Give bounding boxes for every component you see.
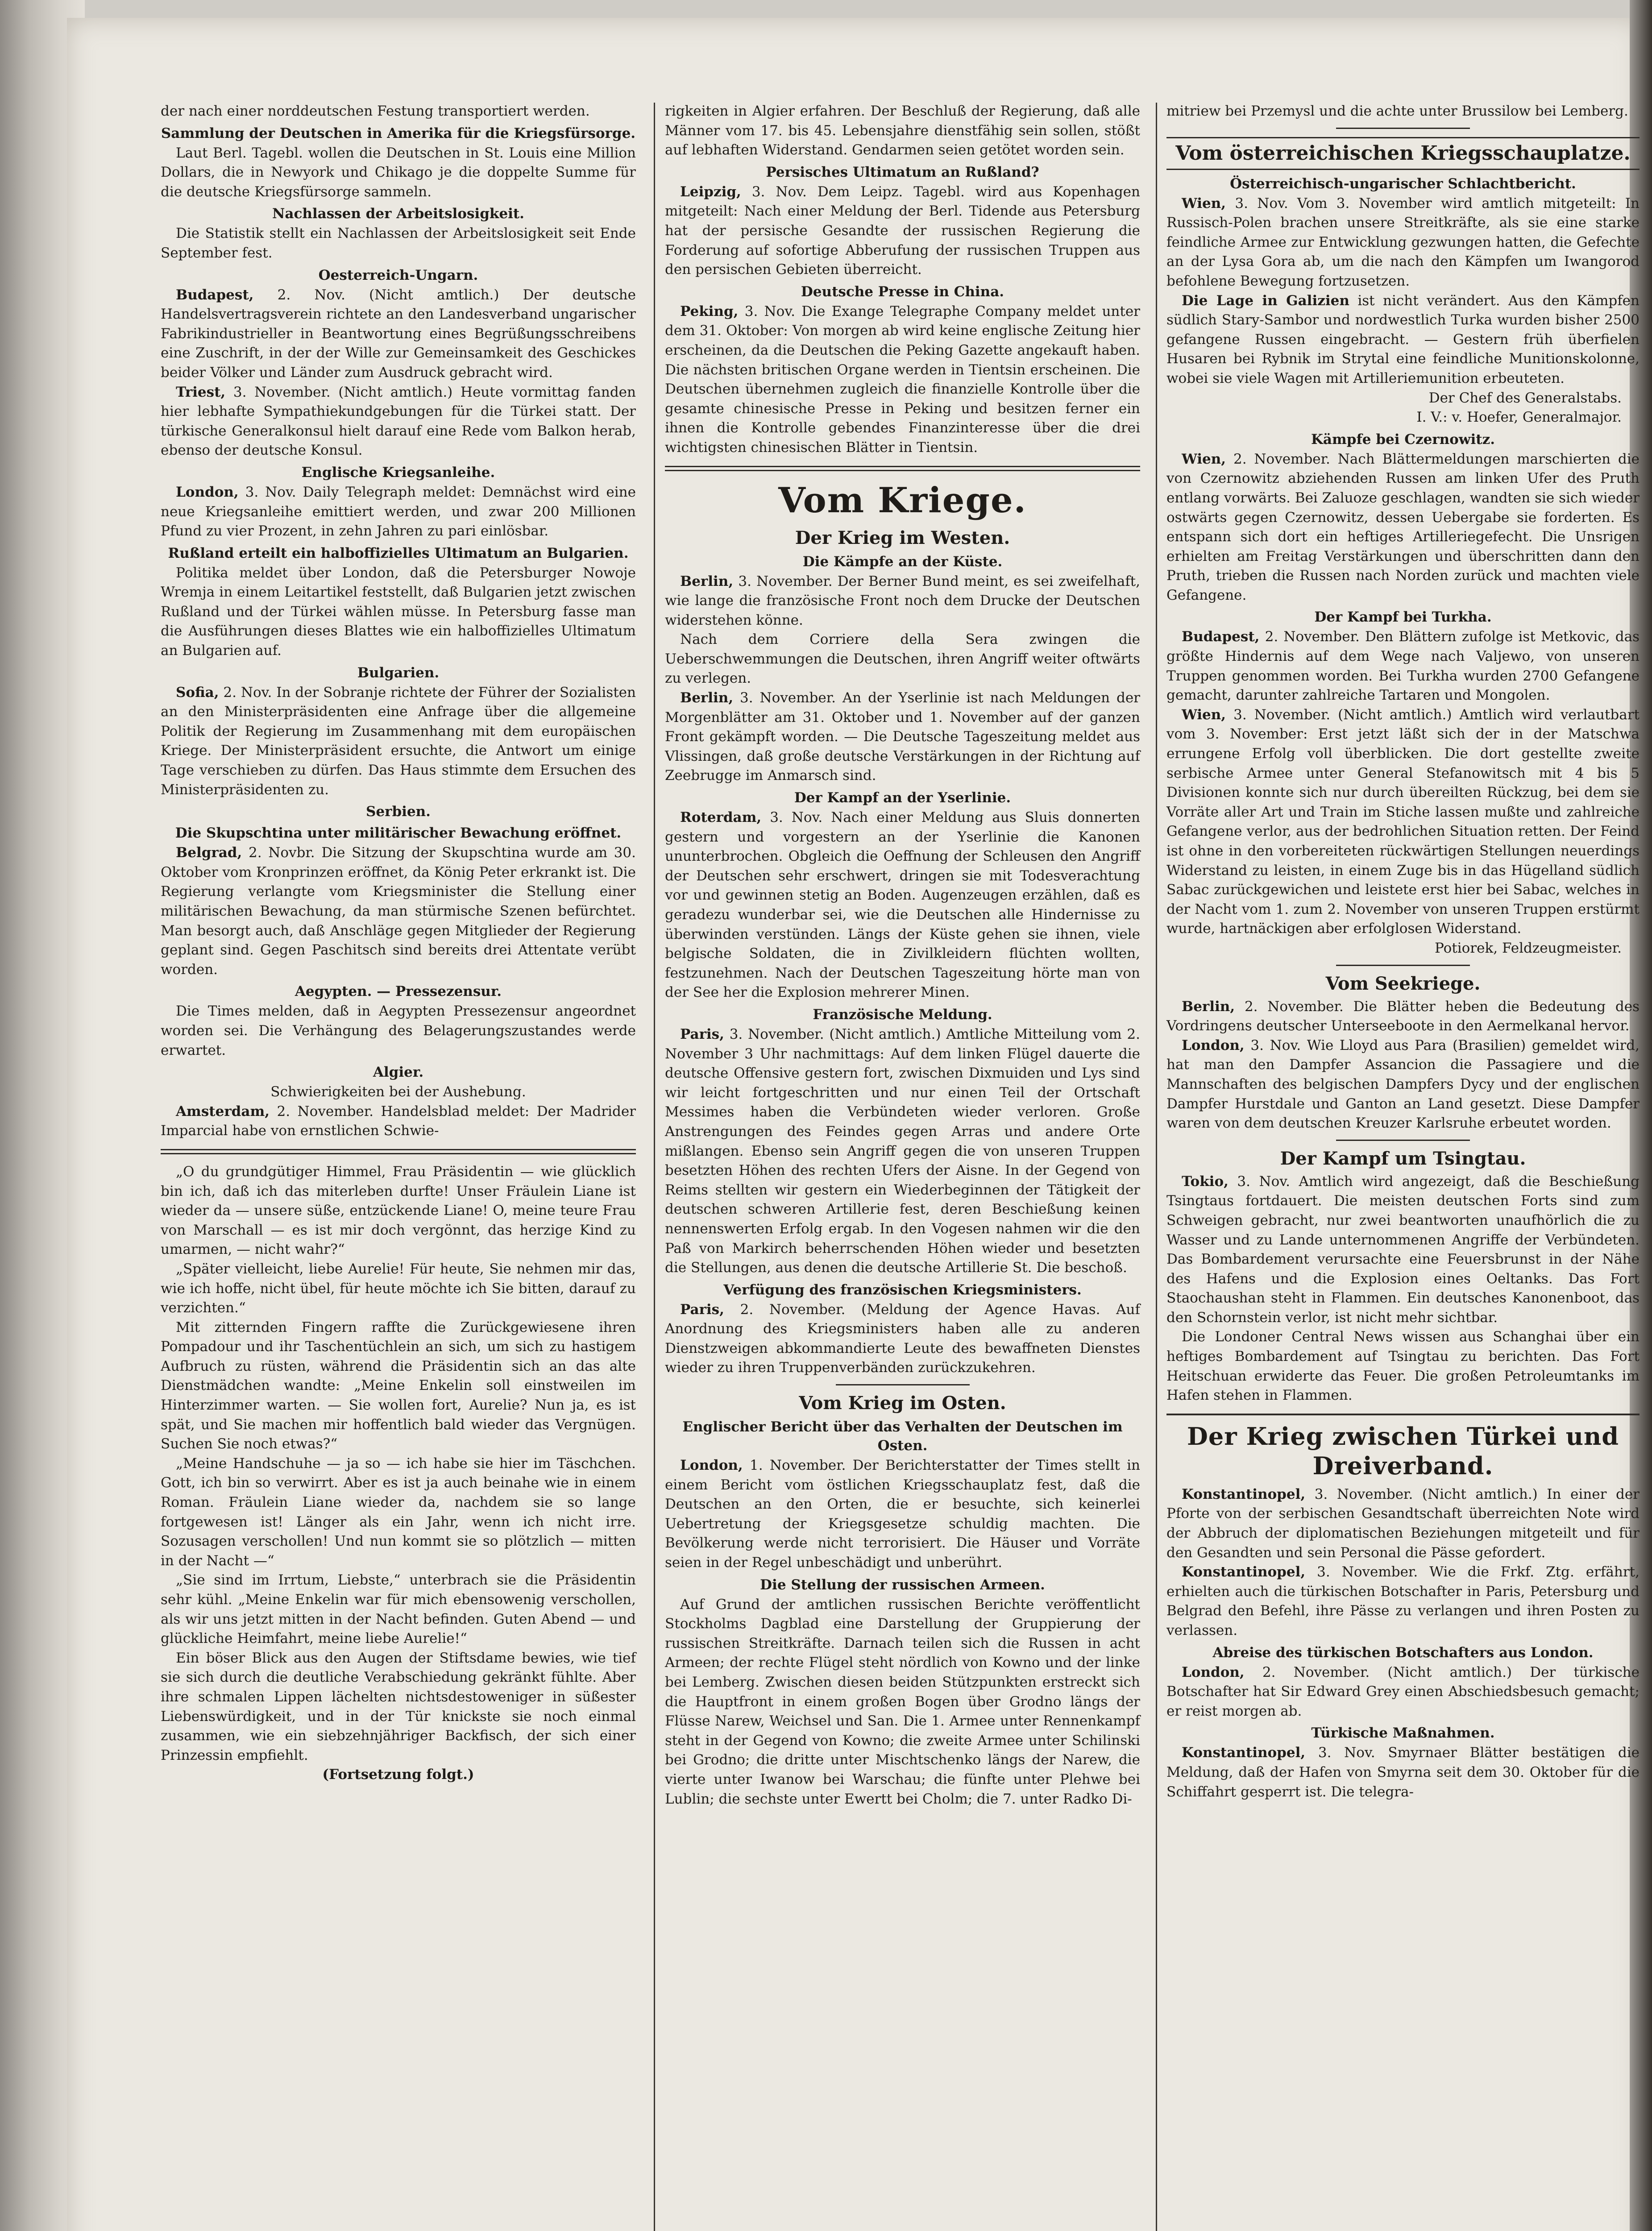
column-rule — [1156, 103, 1157, 2231]
continuation-note: (Fortsetzung folgt.) — [322, 1767, 474, 1783]
section-heading: Der Krieg zwischen Türkei und Dreiverband. — [1166, 1414, 1640, 1480]
signature: Der Chef des Generalstabs. — [1428, 390, 1622, 406]
dateline: Budapest, — [176, 286, 254, 303]
dateline: London, — [1182, 1037, 1245, 1053]
dateline: London, — [1182, 1664, 1245, 1680]
dateline: Peking, — [680, 303, 739, 319]
dateline: Wien, — [1182, 451, 1226, 467]
headline: Österreichisch-ungarischer Schlachtbericht. — [1230, 175, 1576, 192]
divider — [1336, 1140, 1470, 1141]
divider — [1336, 965, 1470, 966]
article-text: rigkeiten in Algier erfahren. Der Beschluß der Regierung, daß alle Männer vom 17. bis 45. Lebensjahre dienstfähig sein sollen, stößt auf lebhaften Widerstand. Gendarmen seien getötet worden sein. — [665, 103, 1140, 158]
article-text: Die Statistik stellt ein Nachlassen der Arbeitslosigkeit seit Ende September fest. — [161, 225, 636, 261]
article-text: Peking, 3. Nov. Die Exange Telegraphe Company meldet unter dem 31. Oktober: Von morgen ab wird keine englische Zeitung hier erscheinen, da die Deutschen die Peking Gazette angekauft haben. Die nächsten britischen Organe werden in Tientsin erscheinen. Die Deutschen übernehmen zugleich die finanzielle Kontrolle über die gesamte chinesische Presse in Peking und besitzen ferner ein ihnen die Kontrolle gebendes Finanzinteresse über die drei wichtigsten chinesischen Blätter in Tientsin. — [665, 303, 1140, 456]
dateline: Die Lage in Galizien — [1182, 292, 1349, 309]
article-text: Wien, 3. November. (Nicht amtlich.) Amtlich wird verlautbart vom 3. November: Erst jetzt läßt sich der in der Matschwa errungene Erfolg voll überblicken. Die dort gestellte zweite serbische Armee unter General Stefanowitsch mit 4 bis 5 Divisionen konnte sich nur durch übereilten Rückzug, bei dem sie Vorräte aller Art und Train im Stiche lassen mußte und zahlreiche Gefangene verlor, aus der bedrohlichen Situation retten. Der Feind ist ohne in den vorbereiteten rückwärtigen Stellungen neuerdings Widerstand zu leisten, in einem Zuge bis in das Hügelland südlich Sabac zurückgewichen und leistete erst hier bei Sabac, welches in der Nacht vom 1. zum 2. November von unseren Truppen erstürmt wurde, hartnäckigen aber erfolglosen Widerstand. — [1166, 706, 1640, 937]
dateline: Belgrad, — [176, 845, 242, 861]
article-text: Konstantinopel, 3. Nov. Smyrnaer Blätter bestätigen die Meldung, daß der Hafen von Smyrna seit dem 30. Oktober für die Schiffahrt gesperrt ist. Die telegra- — [1166, 1745, 1640, 1800]
dateline: Konstantinopel, — [1182, 1745, 1306, 1761]
dateline: Budapest, — [1182, 629, 1260, 645]
headline: Bulgarien. — [357, 664, 440, 681]
feuilleton-text: Ein böser Blick aus den Augen der Stiftsdame bewies, wie tief sie sich durch die deutliche Verabschiedung gekränkt fühlte. Aber ihre schmalen Lippen lächelten nichtsdestoweniger in süßester Liebenswürdigkeit, und in der Tür knickste sie noch einmal zusammen, wie ein siebzehnjähriger Backfisch, der sich einer Prinzessin empfiehlt. — [161, 1650, 636, 1763]
article-text: Laut Berl. Tagebl. wollen die Deutschen in St. Louis eine Million Dollars, die in Newyork und Chikago je die doppelte Summe für die deutsche Kriegsfürsorge sammeln. — [161, 145, 636, 200]
article-text: Paris, 3. November. (Nicht amtlich.) Amtliche Mitteilung vom 2. November 3 Uhr nachmittags: Auf dem linken Flügel dauerte die deutsche Offensive gestern fort, zwischen Dixmuiden und Lys sind wir leicht fortgeschritten und nur einen Teil der Ortschaft Messimes haben die Verbündeten wieder verloren. Große Anstrengungen des Feindes gegen Arras und andere Orte mißlangen. Ebenso sein Angriff gegen die von unseren Truppen besetzten Höhen des rechten Ufers der Aisne. In der Gegend von Reims stellten wir gestern ein Wiederbeginnen der Tätigkeit der deutschen schweren Artillerie fest, deren Beschießung keinen nennenswerten Erfolg ergab. In den Vogesen nahmen wir die den Paß von Markirch beherrschenden Höhen wieder und besetzten die Stellungen, aus denen die deutsche Artillerie St. Die beschoß. — [665, 1026, 1140, 1276]
feuilleton-text: „Meine Handschuhe — ja so — ich habe sie hier im Täschchen. Gott, ich bin so verwirrt. Aber es ist ja auch beinahe wie in einem Roman. Fräulein Liane wieder da, nachdem sie so lange fortgewesen ist! Länger als ein Jahr, wenn ich nicht irre. Sozusagen verschollen! Und nun kommt sie so plötzlich — mitten in der Nacht —“ — [161, 1455, 636, 1569]
dateline: London, — [680, 1457, 743, 1474]
dateline: Berlin, — [680, 690, 734, 706]
headline: Der Kampf an der Yserlinie. — [794, 790, 1011, 806]
dateline: Konstantinopel, — [1182, 1564, 1306, 1580]
dateline: Berlin, — [1182, 998, 1235, 1015]
feuilleton-text: „Sie sind im Irrtum, Liebste,“ unterbrach sie die Präsidentin sehr kühl. „Meine Enkelin war für mich ebensowenig verschollen, als wir uns jetzt mitten in der Nacht befinden. Guten Abend — und glückliche Heimfahrt, meine liebe Aurelie!“ — [161, 1572, 636, 1647]
dateline: London, — [176, 484, 239, 500]
article-text: Konstantinopel, 3. November. (Nicht amtlich.) In einer der Pforte von der serbischen Gesandtschaft überreichten Note wird der Abbruch der diplomatischen Beziehungen mitgeteilt und für den Gesandten und sein Personal die Pässe gefordert. — [1166, 1486, 1640, 1561]
article-text: Wien, 3. Nov. Vom 3. November wird amtlich mitgeteilt: In Russisch-Polen brachen unsere Streitkräfte, als sie eine starke feindliche Armee zur Entwicklung gezwungen hatten, die Gefechte an der Lysa Gora ab, um die nach den Kämpfen um Iwangorod befohlene Bewegung fortzusetzen. — [1166, 195, 1640, 289]
headline: Verfügung des französischen Kriegsministers. — [723, 1281, 1082, 1298]
article-text: Nach dem Corriere della Sera zwingen die Ueberschwemmungen die Deutschen, ihren Angriff weiter oftwärts zu verlegen. — [665, 631, 1140, 687]
article-text: London, 1. November. Der Berichterstatter der Times stellt in einem Bericht vom östlichen Kriegsschauplatz fest, daß die Deutschen an den Orten, die er besuchte, sich keinerlei Uebertretung der Kriegsgesetze schuldig machten. Die Bevölkerung werde nicht terrorisiert. Die Häuser und Vorräte seien in der Regel unbeschädigt und unberührt. — [665, 1457, 1140, 1571]
dateline: Konstantinopel, — [1182, 1486, 1306, 1502]
article-text: Politika meldet über London, daß die Petersburger Nowoje Wremja in einem Leitartikel feststellt, daß Bulgarien jetzt zwischen Rußland und der Türkei wählen müsse. In Petersburg fasse man die Ausführungen dieses Blattes wie ein halboffizielles Ultimatum an Bulgarien auf. — [161, 564, 636, 659]
article-text: Triest, 3. November. (Nicht amtlich.) Heute vormittag fanden hier lebhafte Sympathiekundgebungen für die Türkei statt. Der türkische Generalkonsul hielt darauf eine Rede vom Balkon herab, ebenso der deutsche Konsul. — [161, 384, 636, 459]
section-heading: Der Kampf um Tsingtau. — [1280, 1148, 1526, 1169]
article-text: Berlin, 3. November. Der Berner Bund meint, es sei zweifelhaft, wie lange die französische Front noch dem Drucke der Deutschen widerstehen könne. — [665, 573, 1140, 628]
article-text: der nach einer norddeutschen Festung transportiert werden. — [161, 103, 590, 119]
article-text: Sofia, 2. Nov. In der Sobranje richtete der Führer der Sozialisten an den Ministerpräsidenten eine Anfrage über die allgemeine Politik der Regierung im Zusammenhang mit dem europäischen Kriege. Der Ministerpräsident ersuchte, die Antwort um einige Tage verschieben zu dürfen. Das Haus stimmte dem Ersuchen des Ministerpräsidenten zu. — [161, 684, 636, 798]
section-heading: Vom österreichischen Kriegsschauplatze. — [1166, 137, 1640, 170]
feuilleton-text: „Später vielleicht, liebe Aurelie! Für heute, Sie nehmen mir das, wie ich hoffe, nicht übel, für heute möchte ich Sie bitten, darauf zu verzichten.“ — [161, 1261, 636, 1316]
headline: Rußland erteilt ein halboffizielles Ultimatum an Bulgarien. — [168, 545, 629, 561]
headline: Nachlassen der Arbeitslosigkeit. — [272, 206, 524, 222]
headline: Türkische Maßnahmen. — [1311, 1725, 1495, 1742]
article-text: London, 2. November. (Nicht amtlich.) Der türkische Botschafter hat Sir Edward Grey einen Abschiedsbesuch gemacht; er reist morgen ab. — [1166, 1664, 1640, 1719]
feuilleton-divider — [161, 1149, 636, 1154]
article-text: Amsterdam, 2. November. Handelsblad meldet: Der Madrider Imparcial habe von ernstlichen Schwie- — [161, 1103, 636, 1139]
article-text: Leipzig, 3. Nov. Dem Leipz. Tagebl. wird aus Kopenhagen mitgeteilt: Nach einer Meldung der Berl. Tidende aus Petersburg hat der persische Gesandte der russischen Regierung die Forderung auf sofortige Abberufung der russischen Truppen aus den persischen Gebieten überreicht. — [665, 183, 1140, 278]
dateline: Leipzig, — [680, 183, 741, 200]
article-text: Roterdam, 3. Nov. Nach einer Meldung aus Sluis donnerten gestern und vorgestern an der Yserlinie die Kanonen ununterbrochen. Obgleich die Oeffnung der Schleusen den Angriff der Deutschen sehr erschwert, dringen sie mit Todesverachtung vor und gewinnen stetig an Boden. Augenzeugen erzählen, daß es geradezu wunderbar sei, wie die Deutschen alle Hindernisse zu überwinden verstünden. Längs der Küste gehen sie ihnen, viele belgische Soldaten, die in Zivilkleidern flüchten wollten, festzunehmen. Nach der Deutschen Tageszeitung hörte man von der See her die Explosion mehrerer Minen. — [665, 809, 1140, 1001]
headline: Algier. — [373, 1064, 424, 1081]
divider — [836, 1384, 970, 1385]
headline: Sammlung der Deutschen in Amerika für die Kriegsfürsorge. — [161, 125, 636, 141]
headline: Aegypten. — Pressezensur. — [295, 983, 502, 1000]
section-heading: Der Krieg im Westen. — [795, 527, 1010, 548]
dateline: Wien, — [1182, 706, 1226, 723]
feuilleton-text: „O du grundgütiger Himmel, Frau Präsidentin — wie glücklich bin ich, daß ich das miterleben durfte! Unser Fräulein Liane ist wieder da — unsere süße, entzückende Liane! O, meine teure Frau von Marschall — es ist mir doch vergönnt, das herzige Kind zu umarmen, — nicht wahr?“ — [161, 1163, 636, 1258]
headline: Serbien. — [366, 804, 431, 820]
article-text: London, 3. Nov. Wie Lloyd aus Para (Brasilien) gemeldet wird, hat man den Dampfer Assancion die Passagiere und die Mannschaften des belgischen Dampfers Dycy und der englischen Dampfer Hurstdale und Ganton an Land gesetzt. Diese Dampfer waren von dem deutschen Kreuzer Karlsruhe erbeutet worden. — [1166, 1037, 1640, 1132]
dateline: Paris, — [680, 1301, 724, 1318]
subheadline: Schwierigkeiten bei der Aushebung. — [270, 1084, 526, 1100]
dateline: Roterdam, — [680, 809, 762, 826]
headline: Die Stellung der russischen Armeen. — [760, 1576, 1045, 1593]
headline: Die Skupschtina unter militärischer Bewachung eröffnet. — [175, 825, 622, 842]
headline: Deutsche Presse in China. — [801, 283, 1004, 300]
headline: Der Kampf bei Turkha. — [1314, 609, 1492, 626]
signature: Potiorek, Feldzeugmeister. — [1435, 940, 1622, 956]
divider — [1336, 128, 1470, 129]
headline: Kämpfe bei Czernowitz. — [1311, 431, 1495, 448]
article-text: Paris, 2. November. (Meldung der Agence Havas. Auf Anordnung des Kriegsministers haben alle zu anderen Dienstzweigen abkommandierte Leute des bewaffneten Dienstes wieder zu ihren Truppenverbänden zurückzukehren. — [665, 1301, 1140, 1376]
article-text: London, 3. Nov. Daily Telegraph meldet: Demnächst wird eine neue Kriegsanleihe emittiert werden, und zwar 200 Millionen Pfund zu vier Prozent, in zehn Jahren zu pari einlösbar. — [161, 484, 636, 539]
column-3 — [1166, 102, 1640, 1802]
dateline: Triest, — [176, 384, 226, 400]
dateline: Tokio, — [1182, 1173, 1229, 1190]
headline: Englische Kriegsanleihe. — [301, 464, 495, 481]
headline: Französische Meldung. — [813, 1006, 992, 1023]
dateline: Berlin, — [680, 573, 734, 589]
section-heading: Vom Krieg im Osten. — [799, 1393, 1006, 1414]
article-text: Die Lage in Galizien ist nicht verändert. Aus den Kämpfen südlich Stary-Sambor und nordwestlich Turka wurden bisher 2500 gefangene Russen eingebracht. — Gestern früh überfielen Husaren bei Rybnik im Strytal eine feindliche Munitionskolonne, wobei sie viele Wagen mit Artilleriemunition erbeuteten. — [1166, 292, 1640, 386]
column-1 — [161, 102, 636, 1785]
article-text: Berlin, 3. November. An der Yserlinie ist nach Meldungen der Morgenblätter am 31. Oktober und 1. November auf der ganzen Front gekämpft worden. — Die Deutsche Tageszeitung meldet aus Vlissingen, daß große deutsche Verstärkungen in der Richtung auf Zeebrugge im Anmarsch sind. — [665, 690, 1141, 784]
article-text: Berlin, 2. November. Die Blätter heben die Bedeutung des Vordringens deutscher Unterseeboote in den Aermelkanal hervor. — [1166, 998, 1640, 1034]
article-text: Die Londoner Central News wissen aus Schanghai über ein heftiges Bombardement auf Tsingtau zu berichten. Das Fort Heitschuan erwiderte das Feuer. Die großen Petroleumtanks im Hafen stehen in Flammen. — [1166, 1329, 1640, 1404]
article-text: Wien, 2. November. Nach Blättermeldungen marschierten die von Czernowitz abziehenden Russen am linken Ufer des Pruth entlang vorwärts. Bei Zaluoze geschlagen, wandten sie sich wieder ostwärts gegen Czernowitz, dessen Uebergabe sie forderten. Es entspann sich dort ein heftiges Artilleriegefecht. Die Unsrigen erhielten am Freitag Verstärkungen und überschritten dann den Pruth, trieben die Russen nach Norden zurück und machten viele Gefangene. — [1166, 451, 1640, 603]
headline: Oesterreich-Ungarn. — [318, 267, 478, 283]
section-title: Vom Kriege. — [778, 480, 1027, 521]
headline: Die Kämpfe an der Küste. — [802, 553, 1003, 570]
dateline: Wien, — [1182, 195, 1226, 211]
article-text: Budapest, 2. November. Den Blättern zufolge ist Metkovic, das größte Hindernis auf dem Wege nach Valjewo, von unseren Truppen genommen worden. Bei Turkha wurden 2700 Gefangene gemacht, darunter zahlreiche Tartaren und Mongolen. — [1166, 629, 1640, 704]
article-text: Tokio, 3. Nov. Amtlich wird angezeigt, daß die Beschießung Tsingtaus fortdauert. Die meisten deutschen Forts sind zum Schweigen gebracht, nur zwei beantworten unaufhörlich die zu Wasser und zu Lande unternommenen Angriffe der Verbündeten. Das Bombardement verursachte eine Feuersbrunst in der Nähe des Hafens und die Explosion eines Oeltanks. Das Fort Staochaushan steht in Flammen. Ein deutsches Kanonenboot, das den Schornstein verlor, ist nicht mehr sichtbar. — [1166, 1173, 1640, 1326]
signature: I. V.: v. Hoefer, Generalmajor. — [1416, 409, 1622, 426]
section-heading: Vom Seekriege. — [1325, 973, 1481, 994]
dateline: Paris, — [680, 1026, 724, 1042]
headline: Persisches Ultimatum an Rußland? — [766, 164, 1039, 180]
article-text: Die Times melden, daß in Aegypten Pressezensur angeordnet worden sei. Die Verhängung des Belagerungszustandes werde erwartet. — [161, 1003, 636, 1058]
article-text: Belgrad, 2. Novbr. Die Sitzung der Skupschtina wurde am 30. Oktober vom Kronprinzen eröffnet, da König Peter erkrankt ist. Die Regierung verlangte vom Kriegsminister die Stellung einer militärischen Bewachung, da man stürmische Szenen befürchtet. Man besorgt auch, daß Anschläge gegen Mitglieder der Regierung geplant sind. Gegen Paschitsch sind bereits drei Attentate verübt worden. — [161, 845, 636, 978]
headline: Englischer Bericht über das Verhalten der Deutschen im Osten. — [682, 1419, 1123, 1454]
headline: Abreise des türkischen Botschafters aus London. — [1212, 1644, 1594, 1661]
column-rule — [654, 103, 655, 2231]
feuilleton-text: Mit zitternden Fingern raffte die Zurückgewiesene ihren Pompadour und ihr Taschentüchlein an sich, um sich zu hastigem Aufbruch zu rüsten, während die Präsidentin sich an das alte Dienstmädchen wandte: „Meine Enkelin soll einstweilen im Hinterzimmer warten. — Sie wollen fort, Aurelie? Nun ja, es ist spät, und Sie machen mir hoffentlich bald wieder das Vergnügen. Suchen Sie noch etwas?“ — [161, 1319, 636, 1452]
dateline: Sofia, — [176, 684, 219, 701]
article-text: Auf Grund der amtlichen russischen Berichte veröffentlicht Stockholms Dagblad eine Darstellung der Gruppierung der russischen Streitkräfte. Darnach teilen sich die Russen in acht Armeen; der rechte Flügel steht nördlich von Kowno und der linke bei Lemberg. Zwischen diesen beiden Stützpunkten erstreckt sich die Hauptfront in einem großen Bogen über Grodno längs der Flüsse Narew, Weichsel und San. Die 1. Armee unter Rennenkampf steht in der Gegend von Kowno; die zweite Armee unter Schilinski bei Grodno; die dritte unter Mischtschenko längs der Narew, die vierte unter Iwanow bei Warschau; die fünfte unter Plehwe bei Lublin; die sechste unter Ewertt bei Cholm; die 7. unter Radko Di- — [665, 1596, 1140, 1807]
article-text: Konstantinopel, 3. November. Wie die Frkf. Ztg. erfährt, erhielten auch die türkischen Botschafter in Paris, Petersburg und Belgrad den Befehl, ihre Pässe zu verlangen und ihren Posten zu verlassen. — [1166, 1564, 1640, 1638]
section-divider — [665, 466, 1140, 471]
column-2 — [665, 102, 1140, 1809]
article-text: Budapest, 2. Nov. (Nicht amtlich.) Der deutsche Handelsvertragsverein richtete an den Landesverband ungarischer Fabrikindustrieller in Beantwortung eines Begrüßungsschreibens eine Zuschrift, in der der Wille zur Gemeinsamkeit des Geschickes beider Völker und Länder zum Ausdruck gebracht wird. — [161, 286, 636, 381]
article-text: mitriew bei Przemysl und die achte unter Brussilow bei Lemberg. — [1166, 103, 1628, 119]
dateline: Amsterdam, — [176, 1103, 270, 1120]
